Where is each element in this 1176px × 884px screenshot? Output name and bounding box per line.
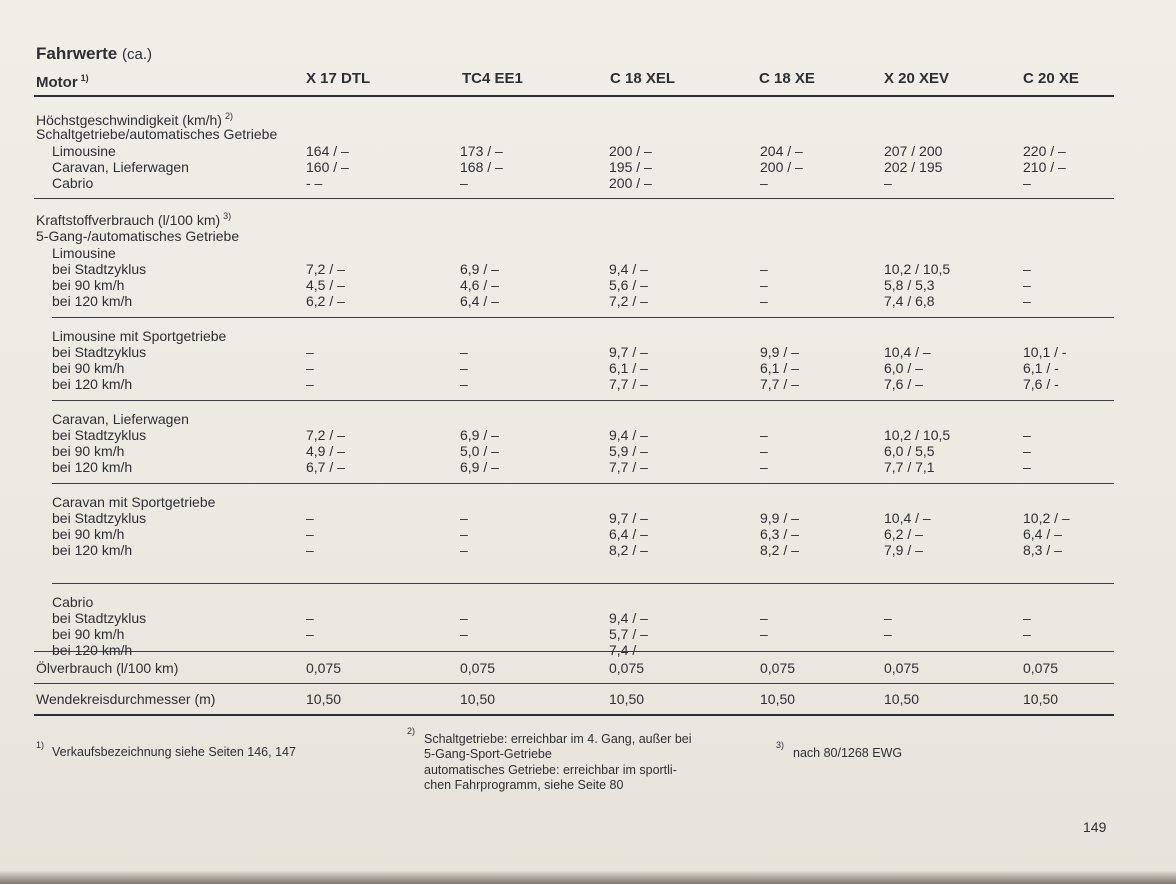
fuel-row-label: bei 120 km/h <box>52 376 133 392</box>
fuel-row-label: bei 120 km/h <box>52 459 133 475</box>
fuel-cell: – <box>760 277 768 293</box>
fuel-cell: 7,2 / – <box>306 427 345 443</box>
engine-header-5: X 20 XEV <box>884 70 950 87</box>
fuel-group-rule <box>52 400 1114 401</box>
fuel-cell: – <box>306 610 314 626</box>
fuel-cell: 10,2 / 10,5 <box>884 261 951 277</box>
footnote-1-text: Verkaufsbezeichnung siehe Seiten 146, 147 <box>52 745 296 759</box>
fuel-cell: 7,7 / – <box>609 459 648 475</box>
fuel-row-label: bei 90 km/h <box>52 277 125 293</box>
fuel-cell: 6,4 / – <box>609 526 648 542</box>
fuel-cell: 6,2 / – <box>884 526 923 542</box>
fuel-row-label: bei 120 km/h <box>52 542 133 558</box>
page-title <box>36 44 152 65</box>
fuel-cell: – <box>1023 642 1031 658</box>
title-text: Fahrwerte <box>36 44 118 63</box>
title-suffix: (ca.) <box>121 46 152 63</box>
fuel-cell: – <box>760 293 768 309</box>
fuel-cell: – <box>1023 277 1031 293</box>
speed-cell: 200 / – <box>609 143 652 159</box>
fuel-cell: 9,4 / – <box>609 261 648 277</box>
speed-cell: – <box>760 175 768 191</box>
fuel-group-rule <box>52 317 1114 318</box>
fuel-cell: – <box>460 510 468 526</box>
fuel-cell: 7,6 / - <box>1023 376 1059 392</box>
oil-cell: 0,075 <box>1023 660 1059 676</box>
fuel-cell: – <box>760 642 768 658</box>
speed-cell: 204 / – <box>760 143 803 159</box>
fuel-cell: 6,2 / – <box>306 293 345 309</box>
turning-cell: 10,50 <box>1023 691 1059 707</box>
fuel-group-rule <box>52 483 1114 484</box>
speed-cell: 210 / – <box>1023 159 1066 175</box>
turning-cell: 10,50 <box>609 691 645 707</box>
fuel-cell: 7,2 / – <box>306 261 345 277</box>
fuel-cell: 7,4 / 6,8 <box>884 293 935 309</box>
fuel-cell: 6,1 / – <box>760 360 799 376</box>
fuel-group-title: Limousine mit Sportgetriebe <box>52 328 227 344</box>
footnote-3-mark: 3) <box>776 740 785 750</box>
footnote-1-mark: 1) <box>36 740 45 750</box>
fuel-cell: – <box>306 626 314 642</box>
fuel-cell: – <box>306 542 314 558</box>
fuel-cell: 7,4 / – <box>609 642 648 658</box>
fuel-cell: 6,9 / – <box>460 261 499 277</box>
turning-cell: 10,50 <box>884 691 920 707</box>
fuel-cell: 10,1 / - <box>1023 344 1067 360</box>
fuel-cell: – <box>306 642 314 658</box>
oil-cell: 0,075 <box>760 660 796 676</box>
speed-cell: 168 / – <box>460 159 503 175</box>
engine-header-1: X 17 DTL <box>306 70 371 87</box>
speed-cell: - – <box>306 175 323 191</box>
motor-header <box>36 70 89 91</box>
fuel-cell: – <box>884 642 892 658</box>
fuel-row-label: bei 90 km/h <box>52 526 125 542</box>
speed-subheading: Schaltgetriebe/automatisches Getriebe <box>36 126 278 142</box>
speed-cell: 200 / – <box>609 175 652 191</box>
fuel-cell: – <box>306 526 314 542</box>
fuel-cell: – <box>306 344 314 360</box>
fuel-row-label: bei 120 km/h <box>52 642 133 658</box>
table-bottom-rule <box>34 714 1114 716</box>
fuel-heading <box>36 208 231 228</box>
fuel-cell: 7,6 / – <box>884 376 923 392</box>
fuel-row-label: bei Stadtzyklus <box>52 427 147 443</box>
fuel-group-title: Limousine <box>52 245 116 261</box>
fuel-row-label: bei Stadtzyklus <box>52 344 147 360</box>
turning-cell: 10,50 <box>460 691 496 707</box>
footnote-2-line-2: 5-Gang-Sport-Getriebe <box>424 747 552 761</box>
fuel-row-label: bei 90 km/h <box>52 443 125 459</box>
fuel-cell: 5,0 / – <box>460 443 499 459</box>
fuel-cell: 6,1 / – <box>609 360 648 376</box>
fuel-cell: – <box>760 443 768 459</box>
fuel-cell: 6,0 / 5,5 <box>884 443 935 459</box>
fuel-cell: 6,9 / – <box>460 427 499 443</box>
header-rule <box>34 95 1114 97</box>
fuel-cell: 6,0 / – <box>884 360 923 376</box>
fuel-cell: 6,9 / – <box>460 459 499 475</box>
fuel-cell: – <box>460 376 468 392</box>
fuel-row-label: bei 120 km/h <box>52 293 133 309</box>
speed-row-label: Cabrio <box>52 175 94 191</box>
fuel-heading-text: Kraftstoffverbrauch (l/100 km) <box>36 212 221 228</box>
fuel-cell: 6,3 / – <box>760 526 799 542</box>
speed-cell: 160 / – <box>306 159 349 175</box>
fuel-cell: – <box>1023 610 1031 626</box>
oil-cell: 0,075 <box>460 660 496 676</box>
speed-cell: – <box>884 175 892 191</box>
speed-cell: 164 / – <box>306 143 349 159</box>
speed-rule <box>34 198 1114 199</box>
engine-header-2: TC4 EE1 <box>462 70 523 87</box>
speed-cell: – <box>1023 175 1031 191</box>
oil-rule <box>34 683 1114 684</box>
oil-cell: 0,075 <box>609 660 645 676</box>
speed-cell: 202 / 195 <box>884 159 943 175</box>
fuel-cell: 5,9 / – <box>609 443 648 459</box>
fuel-cell: – <box>760 459 768 475</box>
fuel-cell: – <box>306 510 314 526</box>
speed-heading <box>36 108 233 128</box>
fuel-cell: – <box>1023 261 1031 277</box>
fuel-cell: – <box>760 427 768 443</box>
fuel-cell: 9,7 / – <box>609 344 648 360</box>
fuel-cell: – <box>1023 626 1031 642</box>
fuel-cell: – <box>460 642 468 658</box>
fuel-row-label: bei Stadtzyklus <box>52 261 147 277</box>
footnote-2-mark: 2) <box>407 726 416 736</box>
fuel-cell: – <box>760 610 768 626</box>
motor-label: Motor <box>36 74 78 91</box>
fuel-cell: – <box>460 526 468 542</box>
speed-cell: – <box>460 175 468 191</box>
engine-header-3: C 18 XEL <box>610 70 676 87</box>
speed-cell: 195 / – <box>609 159 652 175</box>
fuel-group-rule <box>52 583 1114 584</box>
fuel-cell: 7,7 / – <box>760 376 799 392</box>
fuel-cell: – <box>884 626 892 642</box>
speed-cell: 207 / 200 <box>884 143 943 159</box>
fuel-cell: – <box>460 626 468 642</box>
fuel-cell: 8,2 / – <box>609 542 648 558</box>
speed-heading-text: Höchstgeschwindigkeit (km/h) <box>36 112 222 128</box>
fuel-cell: – <box>1023 293 1031 309</box>
oil-cell: 0,075 <box>306 660 342 676</box>
fuel-cell: 5,7 / – <box>609 626 648 642</box>
fuel-cell: 8,3 / – <box>1023 542 1062 558</box>
fuel-cell: 4,5 / – <box>306 277 345 293</box>
turning-cell: 10,50 <box>760 691 796 707</box>
page-number: 149 <box>1083 819 1107 835</box>
fuel-cell: 6,7 / – <box>306 459 345 475</box>
turning-cell: 10,50 <box>306 691 342 707</box>
fuel-cell: 7,7 / 7,1 <box>884 459 935 475</box>
fuel-subheading: 5-Gang-/automatisches Getriebe <box>36 228 240 244</box>
speed-cell: 200 / – <box>760 159 803 175</box>
fuel-cell: 7,9 / – <box>884 542 923 558</box>
turning-row-label: Wendekreisdurchmesser (m) <box>36 691 216 707</box>
speed-row-label: Caravan, Lieferwagen <box>52 159 189 175</box>
fuel-cell: – <box>760 261 768 277</box>
fuel-cell: 9,7 / – <box>609 510 648 526</box>
speed-cell: 220 / – <box>1023 143 1066 159</box>
fuel-cell: – <box>460 344 468 360</box>
fuel-cell: 6,4 / – <box>460 293 499 309</box>
fuel-row-label: bei Stadtzyklus <box>52 510 147 526</box>
fuel-footnote-mark: 3) <box>223 211 232 221</box>
fuel-cell: 5,8 / 5,3 <box>884 277 935 293</box>
engine-header-4: C 18 XE <box>759 70 815 87</box>
oil-row-label: Ölverbrauch (l/100 km) <box>36 660 179 676</box>
fuel-cell: 9,9 / – <box>760 510 799 526</box>
fuel-group-title: Cabrio <box>52 594 94 610</box>
fuel-cell: 6,4 / – <box>1023 526 1062 542</box>
fuel-cell: – <box>760 626 768 642</box>
fuel-row-label: bei 90 km/h <box>52 626 125 642</box>
fuel-cell: – <box>460 542 468 558</box>
fuel-cell: 10,2 / – <box>1023 510 1070 526</box>
speed-cell: 173 / – <box>460 143 503 159</box>
fuel-cell: 10,4 / – <box>884 510 931 526</box>
fuel-cell: 9,9 / – <box>760 344 799 360</box>
fuel-row-label: bei Stadtzyklus <box>52 610 147 626</box>
fuel-cell: – <box>1023 427 1031 443</box>
oil-cell: 0,075 <box>884 660 920 676</box>
fuel-group-title: Caravan mit Sportgetriebe <box>52 494 216 510</box>
fuel-cell: – <box>306 376 314 392</box>
speed-footnote-mark: 2) <box>224 111 233 121</box>
footnote-2-line-4: chen Fahrprogramm, siehe Seite 80 <box>424 778 624 792</box>
fuel-cell: 9,4 / – <box>609 427 648 443</box>
speed-row-label: Limousine <box>52 143 116 159</box>
fuel-rule <box>34 651 1114 652</box>
fuel-cell: 7,7 / – <box>609 376 648 392</box>
fuel-cell: 10,4 / – <box>884 344 931 360</box>
engine-header-6: C 20 XE <box>1023 70 1079 87</box>
motor-footnote-mark: 1) <box>80 73 89 83</box>
fuel-cell: 4,6 / – <box>460 277 499 293</box>
footnote-2-line-3: automatisches Getriebe: erreichbar im sportli- <box>424 763 677 777</box>
fuel-cell: 7,2 / – <box>609 293 648 309</box>
fuel-cell: 9,4 / – <box>609 610 648 626</box>
fuel-cell: – <box>1023 459 1031 475</box>
fuel-cell: – <box>1023 443 1031 459</box>
fuel-cell: 6,1 / - <box>1023 360 1059 376</box>
footnote-3-text: nach 80/1268 EWG <box>793 746 903 760</box>
fuel-cell: 8,2 / – <box>760 542 799 558</box>
fuel-group-title: Caravan, Lieferwagen <box>52 411 189 427</box>
fuel-cell: – <box>306 360 314 376</box>
fuel-cell: – <box>460 610 468 626</box>
fuel-cell: 10,2 / 10,5 <box>884 427 951 443</box>
fuel-cell: 4,9 / – <box>306 443 345 459</box>
fuel-row-label: bei 90 km/h <box>52 360 125 376</box>
fuel-cell: 5,6 / – <box>609 277 648 293</box>
footnote-2-line-1: Schaltgetriebe: erreichbar im 4. Gang, außer bei <box>424 732 692 746</box>
fuel-cell: – <box>460 360 468 376</box>
fuel-cell: – <box>884 610 892 626</box>
